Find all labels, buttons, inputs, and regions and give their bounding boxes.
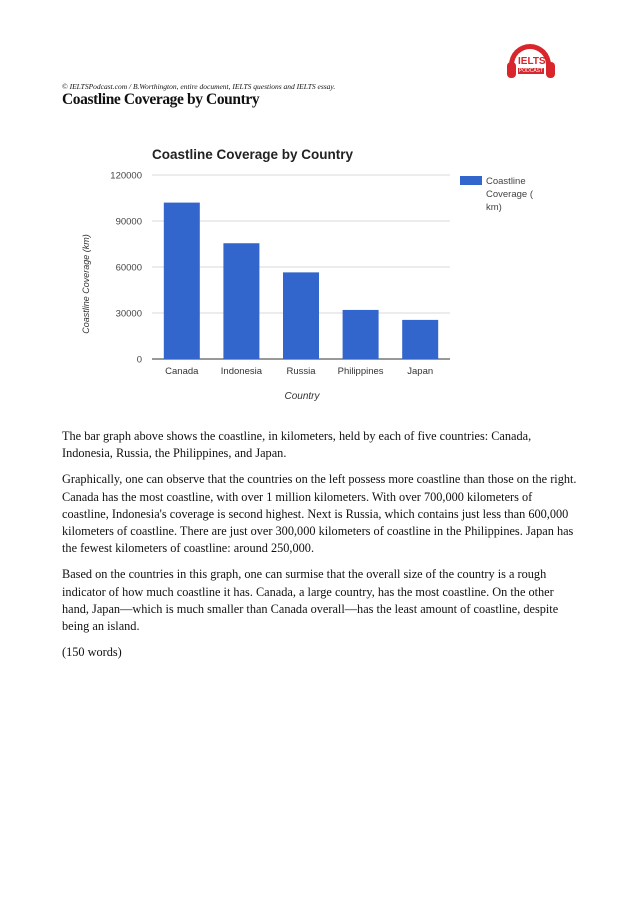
x-tick-label: Japan: [407, 366, 434, 377]
x-tick-label: Canada: [165, 366, 199, 377]
essay-paragraph-3: Based on the countries in this graph, one can surmise that the overall size of the country is a rough indicator of how much coastline it has. Canada, a large country, has the most coastline. On the other hand, Japan—which is much smaller than Canada overall—has the least amount of coastline, despite being an island.: [62, 567, 559, 634]
essay-paragraph-2: Graphically, one can observe that the countries on the left possess more coastline than those on the right. Canada has the most coastline, with over 1 million kilometers. With over 700,000 kilometers of coastline, Indonesia's coverage is second highest. Next is Russia, which contains just less than 600,000 kilometers of coastline. There are just over 300,000 kilometers of coastline in the Philippines. Japan has the fewest kilometers of coastline: around 250,000.: [62, 472, 577, 556]
bar-canada: [164, 203, 200, 359]
chart-legend: [460, 176, 536, 213]
bar-philippines: [343, 310, 379, 359]
y-tick-label: 90000: [115, 216, 142, 228]
x-axis-label: Country: [284, 391, 320, 402]
copyright-line: © IELTSPodcast.com / B.Worthington, entire document, IELTS questions and IELTS essay.: [62, 82, 336, 91]
legend-label: Coastline Coverage ( km): [486, 176, 533, 213]
x-tick-label: Russia: [286, 366, 316, 377]
y-tick-label: 30000: [115, 308, 142, 320]
word-count: (150 words): [62, 645, 122, 660]
bar-japan: [402, 320, 438, 359]
bar-russia: [283, 272, 319, 359]
essay-body: [62, 428, 582, 670]
coastline-bar-chart: [72, 138, 550, 408]
headphones-icon: [505, 44, 559, 84]
y-tick-label: 120000: [110, 170, 142, 182]
chart-title: Coastline Coverage by Country: [152, 147, 354, 162]
logo-main-text: IELTS: [518, 56, 546, 67]
x-tick-label: Indonesia: [220, 366, 263, 377]
essay-paragraph-1: The bar graph above shows the coastline, in kilometers, held by each of five countries: Canada, Indonesia, Russia, the Philippines, and Japan.: [62, 429, 532, 461]
ielts-podcast-logo: [505, 44, 559, 84]
y-axis-label: Coastline Coverage (km): [81, 234, 91, 334]
legend-swatch: [460, 176, 482, 185]
logo-sub-text: PODCAST: [518, 68, 544, 74]
x-tick-label: Philippines: [337, 366, 384, 377]
y-tick-label: 0: [136, 354, 142, 366]
document-title: Coastline Coverage by Country: [62, 91, 260, 108]
bar-indonesia: [223, 243, 259, 359]
y-tick-label: 60000: [115, 262, 142, 274]
